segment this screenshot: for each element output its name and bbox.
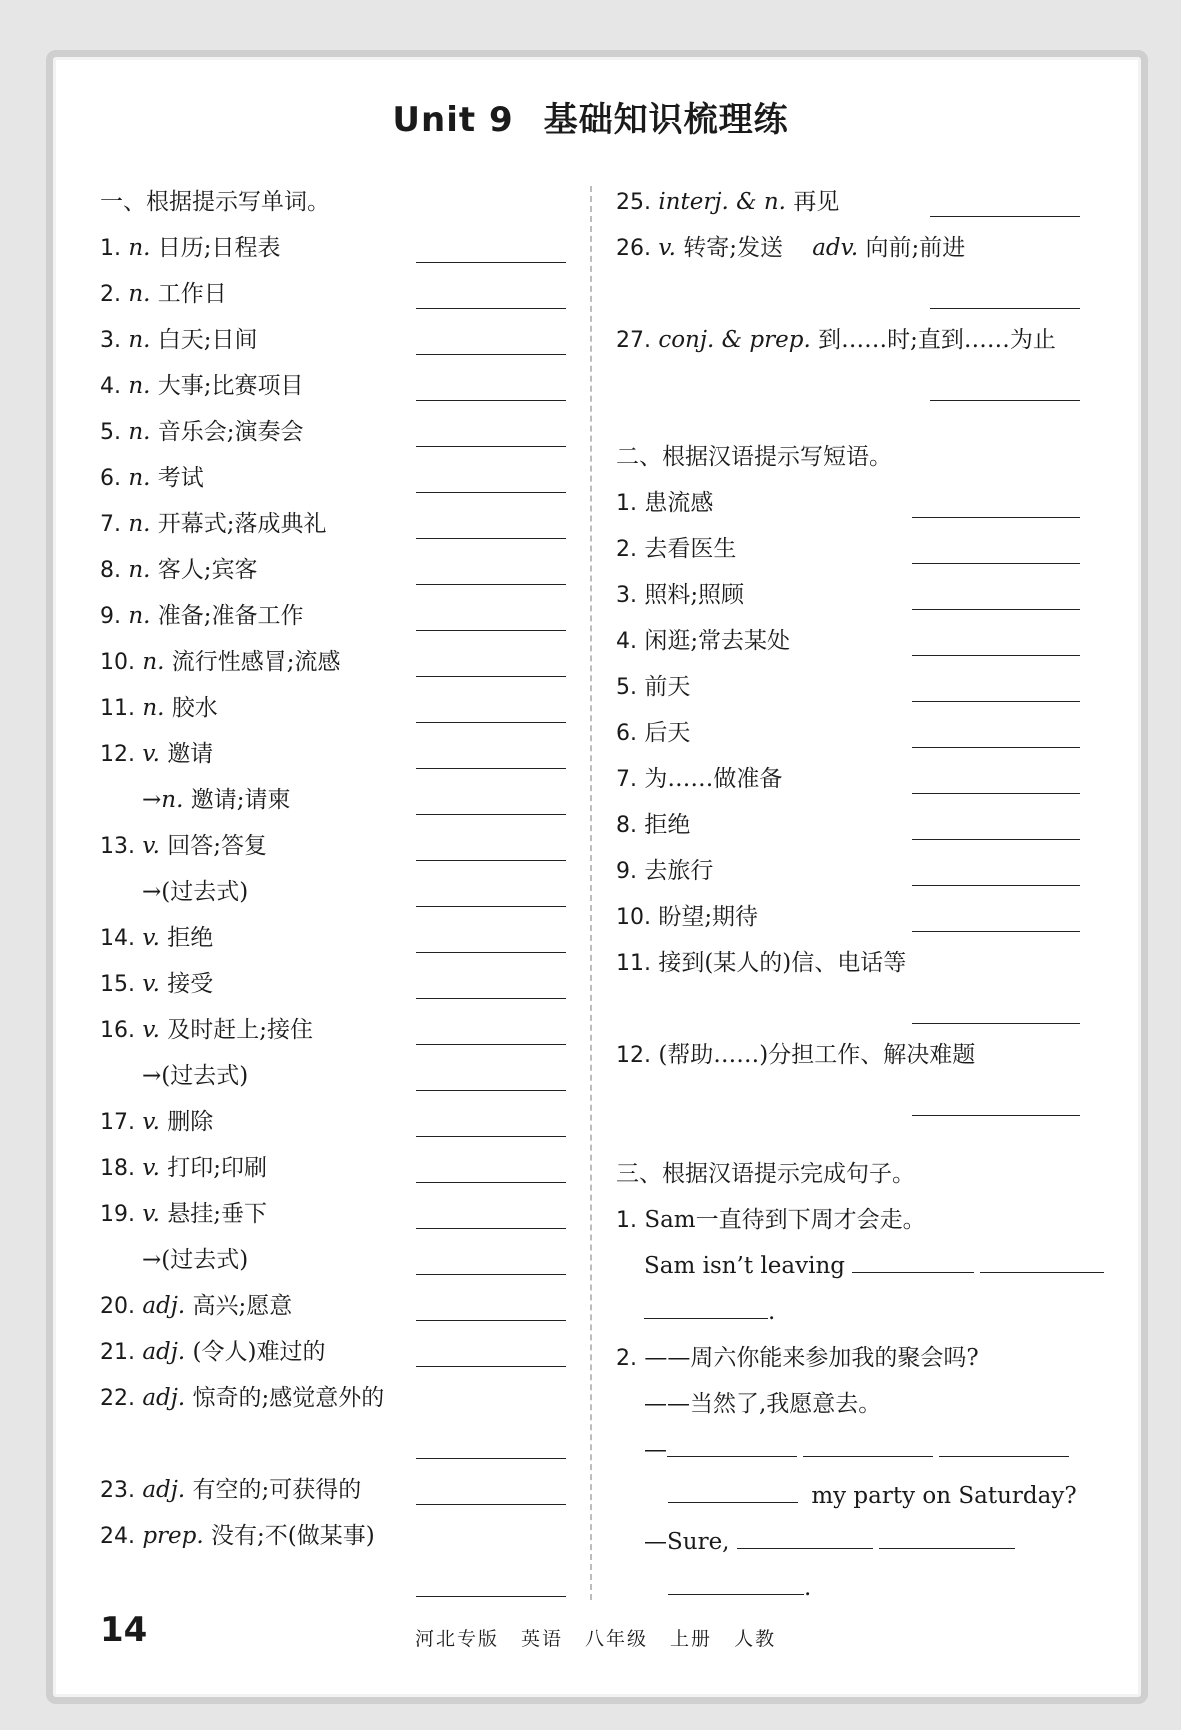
footer-subject: 英语 <box>521 1628 564 1650</box>
word-item: 10. n. 流行性感冒;流感 <box>100 649 341 675</box>
q2-answer-4: . <box>668 1568 811 1608</box>
q2-answer-2: my party on Saturday? <box>668 1476 1077 1516</box>
word-item: →(过去式) <box>142 879 249 905</box>
phrase-item: 11. 接到(某人的)信、电话等 <box>616 950 907 976</box>
answer-blank[interactable] <box>879 1522 1015 1549</box>
answer-blank[interactable] <box>416 262 566 263</box>
word-item: 1. n. 日历;日程表 <box>100 235 281 261</box>
word-item: 18. v. 打印;印刷 <box>100 1155 267 1181</box>
answer-blank[interactable] <box>416 1504 566 1505</box>
word-item: 16. v. 及时赶上;接住 <box>100 1017 313 1043</box>
answer-blank[interactable] <box>416 1366 566 1367</box>
phrase-item: 9. 去旅行 <box>616 858 714 884</box>
answer-blank[interactable] <box>912 1115 1080 1116</box>
answer-blank[interactable] <box>912 517 1080 518</box>
answer-blank[interactable] <box>416 400 566 401</box>
phrase-item: 8. 拒绝 <box>616 812 691 838</box>
answer-blank[interactable] <box>912 701 1080 702</box>
answer-blank[interactable] <box>939 1430 1069 1457</box>
answer-blank[interactable] <box>803 1430 933 1457</box>
answer-blank[interactable] <box>852 1246 974 1273</box>
word-item: 4. n. 大事;比赛项目 <box>100 373 304 399</box>
section3-heading: 三、根据汉语提示完成句子。 <box>616 1161 915 1187</box>
word-item: →n. 邀请;请柬 <box>142 787 291 813</box>
word-item: 5. n. 音乐会;演奏会 <box>100 419 304 445</box>
answer-blank[interactable] <box>644 1292 768 1319</box>
answer-blank[interactable] <box>416 1136 566 1137</box>
answer-blank[interactable] <box>912 609 1080 610</box>
answer-blank[interactable] <box>416 1596 566 1597</box>
answer-blank[interactable] <box>416 906 566 907</box>
section2-heading: 二、根据汉语提示写短语。 <box>616 444 892 470</box>
answer-blank[interactable] <box>980 1246 1104 1273</box>
answer-blank[interactable] <box>930 308 1080 309</box>
topic-label: 基础知识梳理练 <box>543 100 789 140</box>
word-item: →(过去式) <box>142 1247 249 1273</box>
phrase-item: 3. 照料;照顾 <box>616 582 745 608</box>
answer-blank[interactable] <box>416 308 566 309</box>
word-item: 27. conj. & prep. 到……时;直到……为止 <box>616 327 1056 353</box>
word-item: 26. v. 转寄;发送 adv. 向前;前进 <box>616 235 966 261</box>
phrase-item: 4. 闲逛;常去某处 <box>616 628 791 654</box>
footer-volume: 上册 <box>670 1628 713 1650</box>
word-item: 3. n. 白天;日间 <box>100 327 258 353</box>
answer-blank[interactable] <box>930 400 1080 401</box>
answer-blank[interactable] <box>416 722 566 723</box>
answer-blank[interactable] <box>416 676 566 677</box>
answer-blank[interactable] <box>416 446 566 447</box>
answer-blank[interactable] <box>416 354 566 355</box>
word-item: 19. v. 悬挂;垂下 <box>100 1201 267 1227</box>
answer-blank[interactable] <box>416 538 566 539</box>
word-item: 22. adj. 惊奇的;感觉意外的 <box>100 1385 385 1411</box>
answer-blank[interactable] <box>912 747 1080 748</box>
word-item: 24. prep. 没有;不(做某事) <box>100 1523 375 1549</box>
answer-blank[interactable] <box>416 1090 566 1091</box>
answer-blank[interactable] <box>912 885 1080 886</box>
q1-sentence-end: . <box>644 1292 775 1332</box>
q1-prompt: 1. Sam一直待到下周才会走。 <box>616 1207 926 1233</box>
word-item: 7. n. 开幕式;落成典礼 <box>100 511 327 537</box>
phrase-item: 6. 后天 <box>616 720 691 746</box>
footer-edition: 河北专版 <box>415 1628 500 1650</box>
q2-prompt: 2. ——周六你能来参加我的聚会吗? <box>616 1345 979 1371</box>
answer-blank[interactable] <box>416 1182 566 1183</box>
phrase-item: 7. 为……做准备 <box>616 766 783 792</box>
word-item: 15. v. 接受 <box>100 971 214 997</box>
q2-prompt-2: ——当然了,我愿意去。 <box>644 1391 882 1417</box>
answer-blank[interactable] <box>930 216 1080 217</box>
page-title <box>0 92 1181 141</box>
footer-info <box>415 1624 798 1651</box>
footer-publisher: 人教 <box>734 1628 777 1650</box>
phrase-item: 12. (帮助……)分担工作、解决难题 <box>616 1042 976 1068</box>
answer-blank[interactable] <box>416 814 566 815</box>
answer-blank[interactable] <box>416 1044 566 1045</box>
phrase-item: 10. 盼望;期待 <box>616 904 759 930</box>
answer-blank[interactable] <box>668 1568 804 1595</box>
word-item: 14. v. 拒绝 <box>100 925 214 951</box>
word-item: 8. n. 客人;宾客 <box>100 557 258 583</box>
answer-blank[interactable] <box>912 563 1080 564</box>
word-item: 13. v. 回答;答复 <box>100 833 267 859</box>
answer-blank[interactable] <box>416 1458 566 1459</box>
word-item: 2. n. 工作日 <box>100 281 227 307</box>
phrase-item: 5. 前天 <box>616 674 691 700</box>
answer-blank[interactable] <box>912 931 1080 932</box>
answer-blank[interactable] <box>416 998 566 999</box>
answer-blank[interactable] <box>912 655 1080 656</box>
answer-blank[interactable] <box>416 860 566 861</box>
section1-heading: 一、根据提示写单词。 <box>100 189 330 215</box>
answer-blank[interactable] <box>912 1023 1080 1024</box>
footer-grade: 八年级 <box>585 1628 649 1650</box>
word-item: 20. adj. 高兴;愿意 <box>100 1293 293 1319</box>
answer-blank[interactable] <box>416 492 566 493</box>
answer-blank[interactable] <box>416 1320 566 1321</box>
unit-label: Unit 9 <box>392 100 514 140</box>
q2-answer-3: —Sure, <box>644 1522 1021 1562</box>
answer-blank[interactable] <box>912 839 1080 840</box>
word-item: 17. v. 删除 <box>100 1109 214 1135</box>
answer-blank[interactable] <box>416 1274 566 1275</box>
answer-blank[interactable] <box>416 584 566 585</box>
word-item: 23. adj. 有空的;可获得的 <box>100 1477 362 1503</box>
q1-sentence: Sam isn’t leaving <box>644 1246 1110 1286</box>
answer-blank[interactable] <box>668 1476 798 1503</box>
answer-blank[interactable] <box>416 630 566 631</box>
word-item: 9. n. 准备;准备工作 <box>100 603 304 629</box>
word-item: 6. n. 考试 <box>100 465 204 491</box>
column-divider <box>590 186 592 1600</box>
answer-blank[interactable] <box>667 1430 797 1457</box>
word-item: →(过去式) <box>142 1063 249 1089</box>
phrase-item: 2. 去看医生 <box>616 536 737 562</box>
word-item: 21. adj. (令人)难过的 <box>100 1339 326 1365</box>
word-item: 12. v. 邀请 <box>100 741 214 767</box>
answer-blank[interactable] <box>416 1228 566 1229</box>
q2-answer-1: — <box>644 1430 1075 1470</box>
answer-blank[interactable] <box>416 768 566 769</box>
answer-blank[interactable] <box>416 952 566 953</box>
word-item: 11. n. 胶水 <box>100 695 218 721</box>
page-number: 14 <box>100 1610 148 1650</box>
answer-blank[interactable] <box>912 793 1080 794</box>
answer-blank[interactable] <box>737 1522 873 1549</box>
word-item: 25. interj. & n. 再见 <box>616 189 840 215</box>
phrase-item: 1. 患流感 <box>616 490 714 516</box>
